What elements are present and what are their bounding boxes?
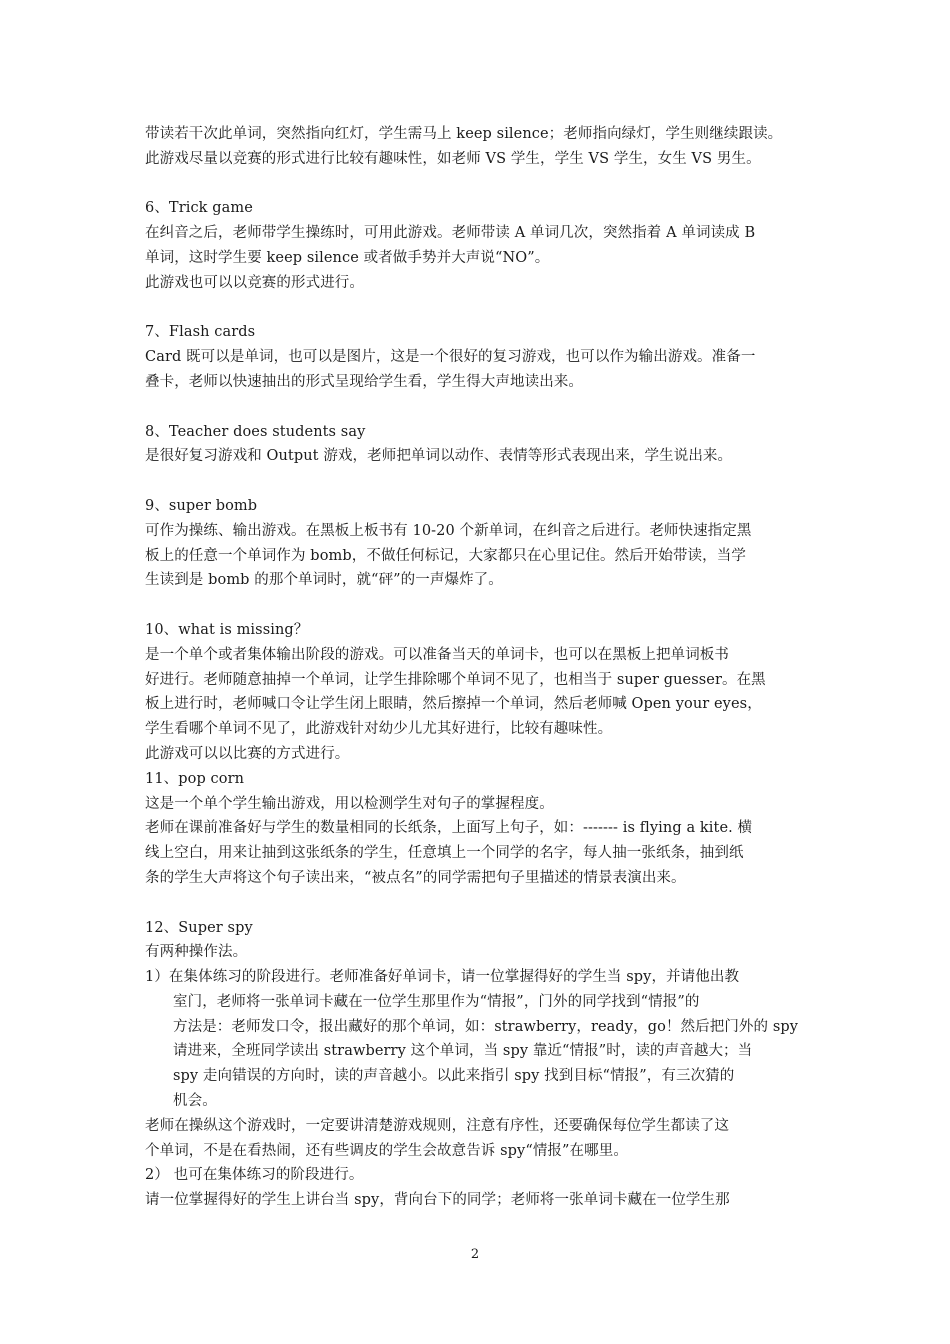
- text-line: 10、what is missing？: [145, 621, 309, 638]
- text-line: 有两种操作法。: [145, 944, 248, 961]
- text-line: Card 既可以是单词，也可以是图片，这是一个很好的复习游戏，也可以作为输出游戏。准备一: [145, 349, 756, 366]
- text-line: 单词，这时学生要 keep silence 或者做手势并大声说“NO”。: [145, 249, 550, 266]
- text-line: 是一个单个或者集体输出阶段的游戏。可以准备当天的单词卡，也可以在黑板上把单词板书: [145, 646, 729, 663]
- text-line: 板上的任意一个单词作为 bomb，不做任何标记，大家都只在心里记住。然后开始带读，当学: [145, 547, 746, 564]
- text-line: 老师在操纵这个游戏时，一定要讲清楚游戏规则，注意有序性，还要确保每位学生都读了这: [145, 1117, 729, 1134]
- text-line: 机会。: [173, 1093, 217, 1110]
- text-line: 1）在集体练习的阶段进行。老师准备好单词卡，请一位掌握得好的学生当 spy，并请他出教: [145, 969, 740, 986]
- text-line: 在纠音之后，老师带学生操练时，可用此游戏。老师带读 A 单词几次，突然指着 A 单词读成 B: [145, 225, 756, 242]
- text-line: 学生看哪个单词不见了，此游戏针对幼少儿尤其好进行，比较有趣味性。: [145, 721, 613, 738]
- blank-line: [145, 395, 815, 420]
- text-line: 板上进行时，老师喊口令让学生闭上眼睛，然后擦掉一个单词，然后老师喊 Open your eyes，: [145, 696, 762, 713]
- text-line: 室门，老师将一张单词卡藏在一位学生那里作为“情报”，门外的同学找到“情报”的: [173, 993, 700, 1010]
- blank-line: [145, 172, 815, 197]
- text-line: 11、pop corn: [145, 770, 245, 787]
- text-line: 此游戏也可以以竞赛的形式进行。: [145, 274, 364, 291]
- text-line: 此游戏尽量以竞赛的形式进行比较有趣味性，如老师 VS 学生，学生 VS 学生，女生 VS 男生。: [145, 150, 761, 167]
- document-body: [145, 122, 815, 1213]
- blank-line: [145, 296, 815, 321]
- page-number: 2: [470, 1247, 480, 1262]
- text-line: 条的学生大声将这个句子读出来，“被点名”的同学需把句子里描述的情景表演出来。: [145, 869, 686, 886]
- blank-line: [145, 593, 815, 618]
- text-line: 好进行。老师随意抽掉一个单词，让学生排除哪个单词不见了，也相当于 super guesser。在黑: [145, 671, 766, 688]
- text-line: 叠卡，老师以快速抽出的形式呈现给学生看，学生得大声地读出来。: [145, 373, 583, 390]
- text-line: 请一位掌握得好的学生上讲台当 spy，背向台下的同学；老师将一张单词卡藏在一位学生那: [145, 1192, 730, 1209]
- text-line: 6、Trick game: [145, 200, 253, 217]
- text-line: 7、Flash cards: [145, 324, 256, 341]
- text-line: 此游戏可以以比赛的方式进行。: [145, 745, 350, 762]
- text-line: 12、Super spy: [145, 919, 253, 936]
- text-line: 可作为操练、输出游戏。在黑板上板书有 10-20 个新单词，在纠音之后进行。老师快速指定黑: [145, 522, 752, 539]
- blank-line: [145, 891, 815, 916]
- text-line: 9、super bomb: [145, 497, 258, 514]
- text-line: 2） 也可在集体练习的阶段进行。: [145, 1167, 364, 1184]
- text-line: 老师在课前准备好与学生的数量相同的长纸条，上面写上句子，如：------- is flying a kite. 横: [145, 820, 753, 837]
- text-line: 个单词，不是在看热闹，还有些调皮的学生会故意告诉 spy“情报”在哪里。: [145, 1142, 628, 1159]
- text-line: spy 走向错误的方向时，读的声音越小。以此来指引 spy 找到目标“情报”，有三次猜的: [173, 1068, 735, 1085]
- text-line: 8、Teacher does students say: [145, 423, 366, 440]
- text-line: 是很好复习游戏和 Output 游戏，老师把单词以动作、表情等形式表现出来，学生说出来。: [145, 448, 733, 465]
- text-line: 这是一个单个学生输出游戏，用以检测学生对句子的掌握程度。: [145, 795, 554, 812]
- text-line: 生读到是 bomb 的那个单词时，就“砰”的一声爆炸了。: [145, 572, 503, 589]
- text-line: 带读若干次此单词，突然指向红灯，学生需马上 keep silence；老师指向绿灯，学生则继续跟读。: [145, 126, 783, 142]
- text-line: 线上空白，用来让抽到这张纸条的学生，任意填上一个同学的名字，每人抽一张纸条，抽到纸: [145, 845, 744, 862]
- text-line: 方法是：老师发口令，报出藏好的那个单词，如：strawberry，ready，go！然后把门外的 spy: [173, 1018, 799, 1035]
- text-line: 请进来，全班同学读出 strawberry 这个单词，当 spy 靠近“情报”时，读的声音越大；当: [173, 1043, 753, 1060]
- blank-line: [145, 469, 815, 494]
